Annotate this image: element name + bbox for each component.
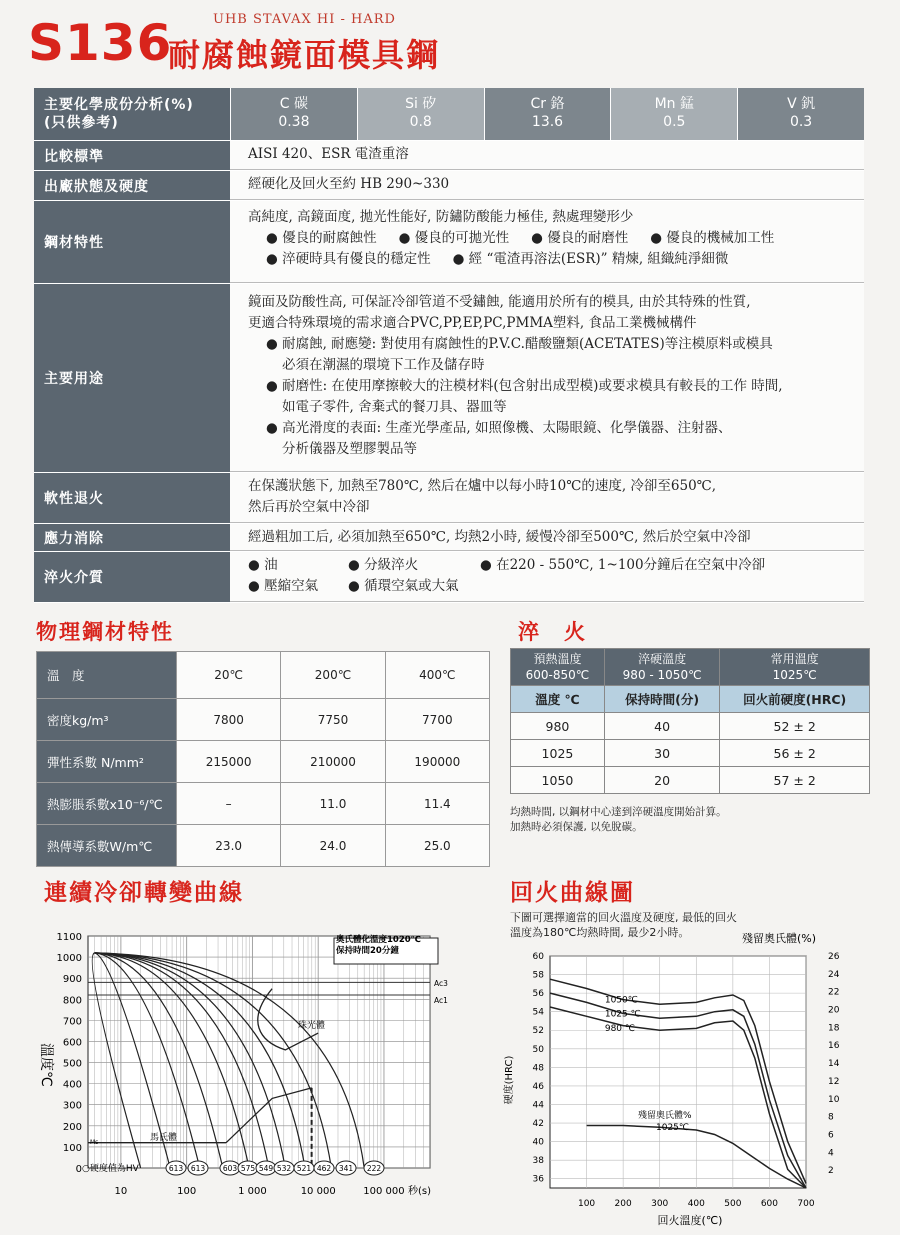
tempering-x-tick: 400 bbox=[687, 1199, 705, 1209]
uses-line: 鏡面及防酸性高, 可保証冷卻管道不受鏽蝕, 能適用於所有的模具, 由於其特殊的性質, bbox=[248, 294, 751, 310]
cct-grid bbox=[88, 936, 430, 1168]
series-label: 1050℃ bbox=[604, 995, 638, 1006]
table-cell: 熱膨脹系數x10⁻⁶/℃ bbox=[37, 783, 177, 825]
table-cell: – bbox=[177, 783, 281, 825]
condition-row bbox=[34, 171, 864, 201]
prop-bullet: ● 優良的耐磨性 bbox=[531, 230, 629, 246]
quench-medium-item: ● 循環空氣或大氣 bbox=[348, 578, 459, 594]
anneal-line: 在保護狀態下, 加熱至780℃, 然后在爐中以每小時10℃的速度, 冷卻至650℃, bbox=[248, 478, 717, 494]
uses-row bbox=[34, 284, 864, 473]
tempering-y2-tick: 8 bbox=[828, 1112, 834, 1123]
tempering-y-tick: 44 bbox=[532, 1100, 544, 1111]
table-header-cell: 預熱溫度 600-850℃ bbox=[511, 649, 605, 686]
cct-y-tick: 900 bbox=[62, 974, 82, 986]
cct-y-tick: 0 bbox=[75, 1164, 82, 1175]
tempering-x-tick: 700 bbox=[797, 1199, 815, 1209]
uses-line: 必須在潮濕的環境下工作及儲存時 bbox=[282, 357, 485, 373]
table-header-cell: 回火前硬度(HRC) bbox=[720, 686, 870, 713]
quench-note-line: 均熱時間, 以鋼材中心達到淬硬溫度開始計算。 bbox=[510, 806, 727, 818]
quench-title: 淬 火 bbox=[518, 619, 587, 644]
tempering-y-tick: 46 bbox=[532, 1081, 544, 1092]
stress-label: 應力消除 bbox=[34, 524, 230, 551]
cct-y-tick: 300 bbox=[62, 1100, 82, 1112]
steel-code: S136 bbox=[28, 14, 173, 72]
cct-y-tick: 800 bbox=[62, 995, 82, 1007]
hardness-value: 532 bbox=[276, 1164, 292, 1173]
cct-x-tick: 100 bbox=[177, 1186, 197, 1197]
uses-line: 如電子零件, 舍棄式的餐刀具、器皿等 bbox=[282, 399, 507, 415]
tempering-y2-tick: 6 bbox=[828, 1130, 834, 1141]
anneal-line: 然后再於空氣中冷卻 bbox=[248, 499, 370, 515]
prop-bullet: ● 淬硬時具有優良的穩定性 bbox=[266, 251, 431, 267]
cct-x-tick: 100 000 bbox=[363, 1186, 405, 1197]
prop-bullet: ● 優良的耐腐蝕性 bbox=[266, 230, 377, 246]
prop-bullet: ● 經 “電渣再溶法(ESR)” 精煉, 組織純淨細微 bbox=[452, 251, 729, 267]
y-axis-label: 硬度(HRC) bbox=[504, 1055, 515, 1105]
table-cell: 30 bbox=[604, 740, 719, 767]
cct-title: 連續冷卻轉變曲線 bbox=[44, 879, 244, 906]
cct-x-tick: 10 000 bbox=[300, 1186, 336, 1197]
compare-value: AISI 420、ESR 電渣重溶 bbox=[230, 141, 864, 170]
composition-label: 主要化學成份分析(%) bbox=[44, 97, 194, 113]
anneal-row bbox=[34, 473, 864, 524]
tempering-y2-tick: 22 bbox=[828, 987, 840, 998]
table-cell: 7700 bbox=[385, 699, 489, 741]
tempering-y-tick: 60 bbox=[532, 952, 544, 962]
english-name: UHB STAVAX HI - HARD bbox=[213, 12, 396, 27]
stress-row bbox=[34, 524, 864, 552]
table-cell: 1050 bbox=[511, 767, 605, 794]
tempering-y2-tick: 4 bbox=[828, 1148, 834, 1159]
tempering-y-tick: 42 bbox=[532, 1119, 544, 1130]
spec-table bbox=[34, 88, 864, 603]
table-cell: 7750 bbox=[281, 699, 385, 741]
cct-y-tick: 500 bbox=[62, 1058, 82, 1070]
uses-line: ● 耐磨性: 在使用摩擦較大的注模材料(包含射出成型模)或要求模具有較長的工作 時間, bbox=[266, 378, 783, 394]
series-label: 1025 ℃ bbox=[604, 1009, 641, 1020]
tempering-x-tick: 200 bbox=[614, 1199, 632, 1209]
tempering-y2-tick: 20 bbox=[828, 1005, 840, 1016]
hardness-value: 462 bbox=[316, 1164, 332, 1173]
props-label: 鋼材特性 bbox=[34, 201, 230, 283]
table-cell: 20 bbox=[604, 767, 719, 794]
quench-medium-label: 淬火介質 bbox=[34, 552, 230, 602]
table-cell: 25.0 bbox=[385, 825, 489, 867]
element-mn: Mn 錳 0.5 bbox=[610, 88, 737, 140]
quench-table bbox=[510, 648, 870, 794]
quench-medium-item: ● 分級淬火 bbox=[348, 557, 419, 573]
element-si: Si 矽 0.8 bbox=[357, 88, 484, 140]
martensite-label: 馬氏體 bbox=[150, 1133, 178, 1143]
page-title: 耐腐蝕鏡面模具鋼 bbox=[168, 36, 441, 74]
table-cell: 56 ± 2 bbox=[720, 740, 870, 767]
table-cell: 24.0 bbox=[281, 825, 385, 867]
uses-line: ● 高光滑度的表面: 生產光學產品, 如照像機、太陽眼鏡、化學儀器、注射器、 bbox=[266, 420, 732, 436]
quench-medium-item: ● 壓縮空氣 bbox=[248, 578, 319, 594]
tempering-y-tick: 58 bbox=[532, 970, 544, 981]
austenite-note: 奧氏體化溫度1020℃ bbox=[336, 935, 421, 945]
tempering-y-tick: 36 bbox=[532, 1174, 544, 1185]
hardness-value: 613 bbox=[190, 1164, 206, 1173]
tempering-x-tick: 600 bbox=[760, 1199, 779, 1209]
retained-austenite-label: 殘留奧氏體% bbox=[638, 1111, 692, 1121]
cct-plot-area bbox=[88, 936, 430, 1168]
cct-y-label: 溫度℃ bbox=[38, 1043, 54, 1087]
hardness-value: 613 bbox=[168, 1164, 184, 1173]
tempering-y2-tick: 10 bbox=[828, 1094, 840, 1105]
cct-x-tick: 10 bbox=[114, 1186, 128, 1197]
table-header-cell: 保持時間(分) bbox=[604, 686, 719, 713]
table-header-cell: 常用溫度 1025℃ bbox=[720, 649, 870, 686]
table-cell: 57 ± 2 bbox=[720, 767, 870, 794]
tempering-x-tick: 100 bbox=[577, 1199, 596, 1209]
tempering-y-tick: 38 bbox=[532, 1156, 544, 1167]
table-cell: 11.4 bbox=[385, 783, 489, 825]
cct-x-label: 秒(s) bbox=[408, 1186, 432, 1197]
tempering-chart bbox=[500, 930, 880, 1230]
table-cell: 190000 bbox=[385, 741, 489, 783]
hardness-value: 341 bbox=[338, 1164, 354, 1173]
uses-line: 更適合特殊環境的需求適合PVC,PP,EP,PC,PMMA塑料, 食品工業機械構件 bbox=[248, 315, 697, 331]
table-cell: 1025 bbox=[511, 740, 605, 767]
uses-label: 主要用途 bbox=[34, 284, 230, 472]
physical-table bbox=[36, 651, 490, 867]
table-header-cell: 20℃ bbox=[177, 652, 281, 699]
props-intro: 高純度, 高鏡面度, 拋光性能好, 防鏽防酸能力極佳, 熱處理變形少 bbox=[248, 209, 634, 225]
table-header-cell: 淬硬溫度 980 - 1050℃ bbox=[604, 649, 719, 686]
condition-label: 出廠狀態及硬度 bbox=[34, 171, 230, 200]
composition-note: (只供參考) bbox=[44, 115, 119, 131]
tempering-y-tick: 54 bbox=[532, 1007, 544, 1018]
hardness-value: 603 bbox=[222, 1164, 238, 1173]
cct-y-tick: 600 bbox=[62, 1037, 82, 1049]
y2-axis-label: 殘留奧氏體(%) bbox=[742, 932, 817, 945]
quench-note bbox=[510, 805, 727, 835]
quench-medium-item: ● 油 bbox=[248, 557, 278, 573]
compare-label: 比較標準 bbox=[34, 141, 230, 170]
cct-x-tick: 1 000 bbox=[238, 1186, 267, 1197]
tempering-x-tick: 500 bbox=[724, 1199, 742, 1209]
table-row bbox=[511, 649, 870, 686]
tempering-y2-tick: 2 bbox=[828, 1166, 834, 1177]
anneal-label: 軟性退火 bbox=[34, 473, 230, 523]
tempering-title: 回火曲線圖 bbox=[510, 879, 635, 906]
hardness-value: 521 bbox=[296, 1164, 312, 1173]
physical-title: 物理鋼材特性 bbox=[36, 619, 174, 644]
table-row bbox=[511, 767, 870, 794]
tempering-y2-tick: 14 bbox=[828, 1059, 840, 1070]
series-label: 980 ℃ bbox=[604, 1024, 636, 1035]
ms-label: Ms bbox=[90, 1139, 99, 1146]
table-row bbox=[511, 740, 870, 767]
condition-value: 經硬化及回火至約 HB 290~330 bbox=[230, 171, 864, 200]
tempering-y-tick: 56 bbox=[532, 989, 544, 1000]
cct-y-tick: 400 bbox=[62, 1079, 82, 1091]
composition-values bbox=[230, 88, 864, 140]
tempering-y-tick: 50 bbox=[532, 1044, 544, 1055]
table-row bbox=[37, 825, 490, 867]
table-cell: 40 bbox=[604, 713, 719, 740]
tempering-y2-tick: 26 bbox=[828, 952, 840, 962]
tempering-y2-tick: 12 bbox=[828, 1076, 840, 1087]
table-cell: 彈性系數 N/mm² bbox=[37, 741, 177, 783]
hardness-value: 549 bbox=[258, 1164, 274, 1173]
retained-austenite-temp: 1025℃ bbox=[656, 1123, 690, 1133]
stress-value: 經過粗加工后, 必須加熱至650℃, 均熱2小時, 緩慢冷卻至500℃, 然后於空氣中冷卻 bbox=[230, 524, 864, 551]
cct-y-tick: 100 bbox=[62, 1142, 82, 1154]
table-row bbox=[37, 783, 490, 825]
ac1-label: Ac1 bbox=[434, 996, 448, 1005]
cct-x-ticks bbox=[115, 1186, 405, 1197]
cct-diagram bbox=[20, 918, 490, 1208]
quench-note-line: 加熱時必須保護, 以免脫碳。 bbox=[510, 821, 643, 833]
caption-line: 溫度為180℃均熱時間, 最少2小時。 bbox=[510, 926, 690, 939]
pearlite-label: 珠光體 bbox=[298, 1021, 326, 1031]
quench-medium-row bbox=[34, 552, 864, 603]
table-row bbox=[37, 741, 490, 783]
table-row bbox=[511, 686, 870, 713]
table-cell: 密度kg/m³ bbox=[37, 699, 177, 741]
props-row bbox=[34, 201, 864, 284]
element-cr: Cr 鉻 13.6 bbox=[484, 88, 611, 140]
tempering-y2-tick: 16 bbox=[828, 1041, 840, 1052]
tempering-y2-tick: 18 bbox=[828, 1023, 840, 1034]
table-cell: 11.0 bbox=[281, 783, 385, 825]
austenite-note: 保持時間20分鐘 bbox=[336, 946, 399, 956]
tempering-y-tick: 52 bbox=[532, 1026, 544, 1037]
element-c: C 碳 0.38 bbox=[230, 88, 357, 140]
element-v: V 釩 0.3 bbox=[737, 88, 864, 140]
table-cell: 7800 bbox=[177, 699, 281, 741]
table-row bbox=[37, 652, 490, 699]
compare-row bbox=[34, 141, 864, 171]
uses-line: 分析儀器及塑膠製品等 bbox=[282, 441, 417, 457]
tempering-y-tick: 40 bbox=[532, 1137, 544, 1148]
table-row bbox=[37, 699, 490, 741]
table-cell: 215000 bbox=[177, 741, 281, 783]
cct-y-tick: 200 bbox=[62, 1121, 82, 1133]
table-header-cell: 溫 度 bbox=[37, 652, 177, 699]
quench-medium-item: ● 在220 - 550℃, 1~100分鐘后在空氣中冷卻 bbox=[480, 557, 766, 573]
table-header-cell: 200℃ bbox=[281, 652, 385, 699]
caption-line: 下圖可選擇適當的回火溫度及硬度, 最低的回火 bbox=[510, 911, 737, 924]
ac3-label: Ac3 bbox=[434, 979, 448, 988]
table-row bbox=[511, 713, 870, 740]
cct-y-tick: 1100 bbox=[56, 932, 82, 943]
hardness-value: 222 bbox=[366, 1164, 382, 1173]
composition-row bbox=[34, 88, 864, 141]
cct-y-ticks bbox=[57, 932, 82, 1175]
table-header-cell: 溫度 ℃ bbox=[511, 686, 605, 713]
tempering-x-tick: 300 bbox=[651, 1199, 669, 1209]
hardness-label: ○硬度值為HV bbox=[82, 1164, 139, 1174]
table-cell: 52 ± 2 bbox=[720, 713, 870, 740]
table-cell: 210000 bbox=[281, 741, 385, 783]
table-cell: 熱傳導系數W/m℃ bbox=[37, 825, 177, 867]
cct-y-tick: 700 bbox=[62, 1016, 82, 1028]
prop-bullet: ● 優良的可拋光性 bbox=[398, 230, 510, 246]
table-cell: 980 bbox=[511, 713, 605, 740]
cct-y-tick: 1000 bbox=[56, 953, 82, 965]
tempering-y-tick: 48 bbox=[532, 1063, 544, 1074]
uses-line: ● 耐腐蝕, 耐應變: 對使用有腐蝕性的P.V.C.醋酸鹽類(ACETATES)等注模原料或模具 bbox=[266, 336, 773, 352]
prop-bullet: ● 優良的機械加工性 bbox=[650, 230, 775, 246]
table-cell: 23.0 bbox=[177, 825, 281, 867]
hardness-value: 575 bbox=[240, 1164, 256, 1173]
table-header-cell: 400℃ bbox=[385, 652, 489, 699]
x-axis-label: 回火溫度(℃) bbox=[657, 1214, 723, 1227]
tempering-y2-tick: 24 bbox=[828, 969, 840, 980]
